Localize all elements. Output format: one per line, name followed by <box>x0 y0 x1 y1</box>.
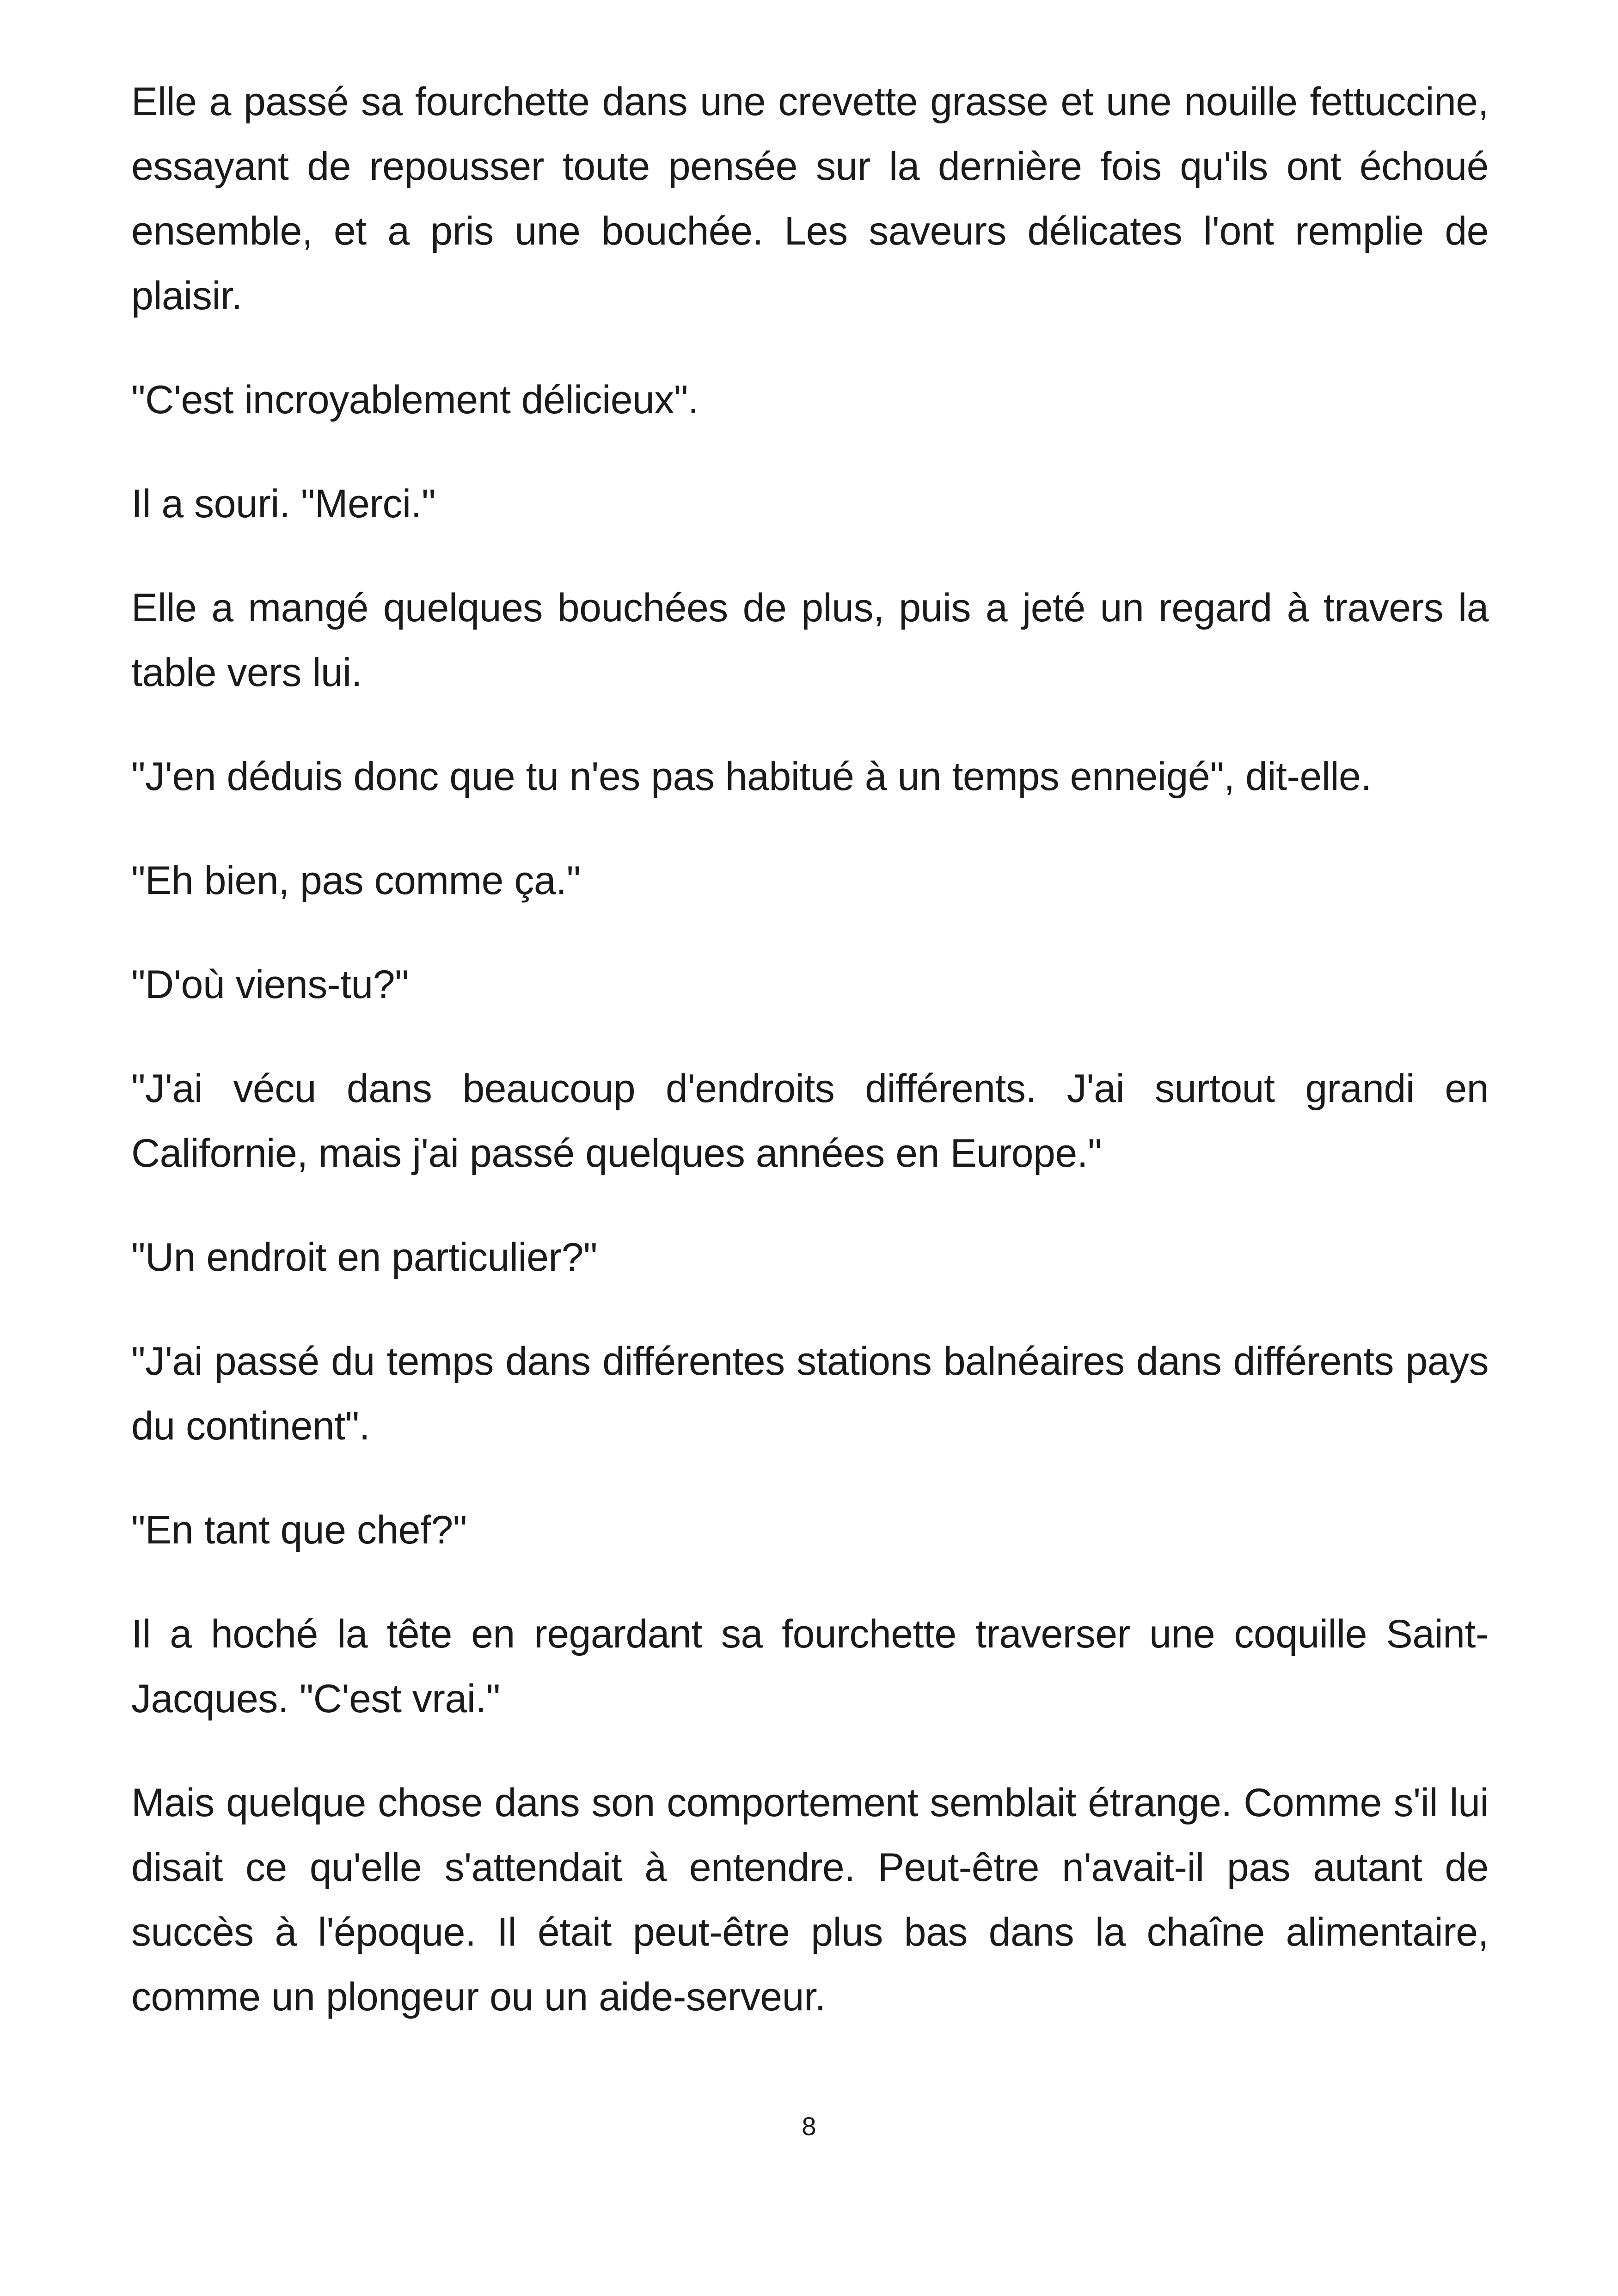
paragraph-7: "D'où viens-tu?" <box>131 962 409 1007</box>
paragraph-3: Il a souri. "Merci." <box>131 482 435 526</box>
page-number: 8 <box>802 2112 816 2141</box>
paragraph-4: Elle a mangé quelques bouchées de plus, puis a jeté un regard à travers la table vers lui. <box>131 586 1489 695</box>
paragraph-10: "J'ai passé du temps dans différentes stations balnéaires dans différents pays du continent". <box>131 1339 1489 1448</box>
paragraph-1: Elle a passé sa fourchette dans une crevette grasse et une nouille fettuccine, essayant de repousser toute pensée sur la dernière fois qu'ils ont échoué ensemble, et a pris une bouchée. Les saveurs délicates l'ont remplie de plaisir. <box>131 80 1489 318</box>
paragraph-9: "Un endroit en particulier?" <box>131 1235 597 1280</box>
body-text <box>131 69 1489 2029</box>
paragraph-5: "J'en déduis donc que tu n'es pas habitué à un temps enneigé", dit-elle. <box>131 754 1372 799</box>
paragraph-2: "C'est incroyablement délicieux". <box>131 378 699 422</box>
paragraph-6: "Eh bien, pas comme ça." <box>131 858 581 903</box>
paragraph-13: Mais quelque chose dans son comportement semblait étrange. Comme s'il lui disait ce qu'elle s'attendait à entendre. Peut-être n'avait-il pas autant de succès à l'époque. Il était peut-être plus bas dans la chaîne alimentaire, comme un plongeur ou un aide-serveur. <box>131 1781 1489 2019</box>
paragraph-12: Il a hoché la tête en regardant sa fourchette traverser une coquille Saint-Jacques. "C'est vrai." <box>131 1612 1489 1721</box>
paragraph-8: "J'ai vécu dans beaucoup d'endroits différents. J'ai surtout grandi en Californie, mais j'ai passé quelques années en Europe." <box>131 1066 1489 1176</box>
paragraph-11: "En tant que chef?" <box>131 1508 467 1552</box>
